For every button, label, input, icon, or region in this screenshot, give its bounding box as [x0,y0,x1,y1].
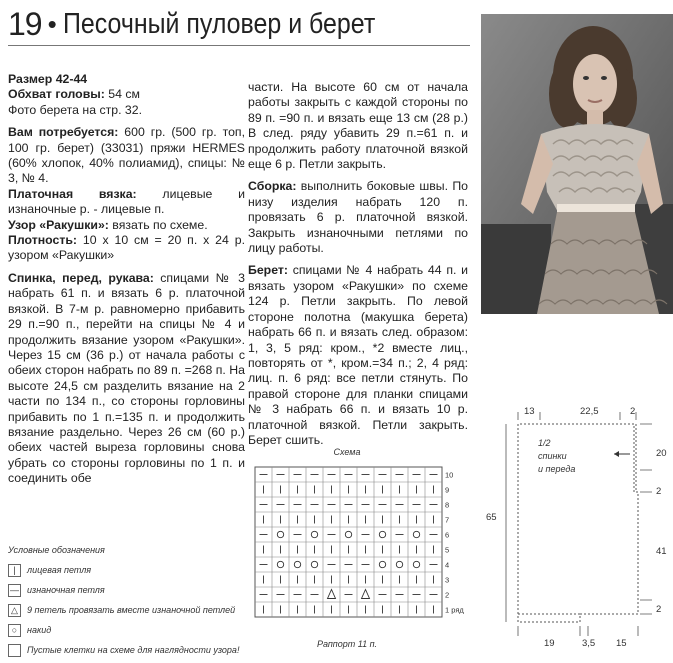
legend [8,545,243,662]
dim-right-2a: 2 [656,486,662,497]
assembly-label: Сборка: [248,179,297,194]
back-front-label: Спинка, перед, рукава: [8,270,154,285]
instructions-column-1 [8,72,245,487]
schematic-svg [480,400,673,658]
chart-row-number: 10 [445,470,454,480]
legend-label-yarnover: накид [27,624,52,635]
chart-row-number: 4 [445,560,450,570]
garter-label: Платочная вязка: [8,186,137,201]
legend-item-yarnover [8,622,243,638]
chart-row-number: 8 [445,500,450,510]
model-photo [481,14,673,314]
materials-label: Вам потребуется: [8,125,119,140]
yarnover-symbol-icon: ○ [8,624,21,637]
title-bullet: • [47,8,57,39]
dim-left-65: 65 [486,512,497,523]
legend-title: Условные обозначения [8,545,105,555]
knitting-chart [245,445,464,655]
schematic-fraction: 1/2 [538,438,551,448]
page-title [8,4,426,44]
schematic-label-2: и переда [538,464,576,474]
chart-row-number: 9 [445,485,450,495]
chart-row-number: 3 [445,575,450,585]
schematic-label-1: спинки [538,451,567,461]
chart-title: Схема [333,447,361,457]
legend-label-purl: изнаночная петля [27,584,105,595]
dim-top-mid: 22,5 [580,406,599,417]
garment-schematic [480,400,673,658]
assembly-text: выполнить боковые швы. По низу изделия набрать 120 п. провязать 6 р. платочной вязкой. Закрыть изнаночными петлями по лицу работы. [248,179,468,256]
title-text: Песочный пуловер и берет [62,7,375,40]
garter-text: лицевые и изнаночные р. - лицевые п. [8,186,246,217]
head-value: 54 см [104,87,140,102]
beret-label: Берет: [248,263,288,278]
dim-right-2b: 2 [656,604,662,615]
legend-label-empty: Пустые клетки на схеме для наглядности узора! [27,644,240,655]
dim-top-right: 2 [630,406,636,417]
chart-row-number: 6 [445,530,450,540]
chart-row-numbers [445,471,464,615]
knitting-chart-svg [245,445,464,655]
legend-item-empty [8,642,243,658]
photo-note: Фото берета на стр. 32. [8,102,143,117]
dim-top-left: 13 [524,406,535,417]
empty-cell-icon [8,644,21,657]
back-front-text: спицами № 3 набрать 61 п. и вязать 6 р. платочной вязкой. В 7-м р. равномерно прибавить 29 п.=90 п., перейти на спицы № 4 и продолжить вязание узором «Ракушки». Через 15 см (36 р.) от начала работы с обеих сторон набрать по 89 п. =268 п. На высоте 24,5 см разделить вязание на 2 части по 134 п., со стороны горловины прибавить по 1 п.=135 п. и продолжить вязание раздельно. Через 26 см (60 р.) обеих частей выреза горловины снова убрать со стороны горловины по 1 п. и соединить обе [8,270,245,486]
dim-bottom-15: 15 [616,638,627,649]
legend-label-decrease: 9 петель провязать вместе изнаночной петлей [27,604,236,615]
dim-bottom-35: 3,5 [582,638,596,649]
chart-row-number: 5 [445,545,450,555]
gauge-text: 10 х 10 см = 20 п. х 24 р. узором «Ракушки» [8,233,245,263]
dim-right-41: 41 [656,546,667,557]
gauge-label: Плотность: [8,233,78,248]
title-rule [8,45,470,46]
legend-item-purl [8,582,243,598]
head-label: Обхват головы: [8,87,105,102]
materials-text: 600 гр. (500 гр. топ, 100 гр. берет) (33031) пряжи HERMES (60% хлопок, 40% полиамид), спицы: № 3, № 4. [8,125,245,186]
model-photo-illustration [481,14,673,314]
chart-row-number: 1 ряд [445,605,464,615]
shell-pattern-text: вязать по схеме. [108,217,208,232]
purl-symbol-icon: — [10,584,19,595]
dim-bottom-19: 19 [544,638,555,649]
legend-item-decrease [8,602,243,618]
size-label: Размер 42-44 [8,72,88,86]
decrease-symbol-icon: △ [8,604,21,617]
legend-item-knit [8,562,243,578]
chart-row-number: 7 [445,515,450,525]
continuation-text: части. На высоте 60 см от начала работы закрыть с каждой стороны по 89 п. =90 п. и вязать еще 13 см (28 р.) В след. ряду убавить 29 п.=61 п. и продолжить работу платочной вязкой еще 6 р. Петли закрыть. [248,80,468,172]
knit-symbol-icon: | [8,564,21,577]
article-number: 19 [8,5,42,42]
dim-right-20: 20 [656,448,667,459]
chart-footer: Раппорт 11 п. [316,639,378,649]
shell-pattern-label: Узор «Ракушки»: [8,217,109,232]
instructions-column-2 [248,80,468,448]
legend-label-knit: лицевая петля [27,564,92,575]
beret-text: спицами № 4 набрать 44 п. и вязать узором «Ракушки» по схеме 124 р. Петли закрыть. По левой стороне полотна (макушка берета) набрать 66 п. и вязать след. образом: 1, 3, 5 ряд: кром., *2 вместе лиц., повторять от *, кром.=34 п.; 2, 4 ряд: лиц. п. 6 ряд: все петли стянуть. По правой стороне для планки спицами № 3 набрать 66 п. и вязать 10 р. платочной вязкой. Петли закрыть. Берет сшить. [248,263,468,447]
chart-row-number: 2 [445,590,450,600]
